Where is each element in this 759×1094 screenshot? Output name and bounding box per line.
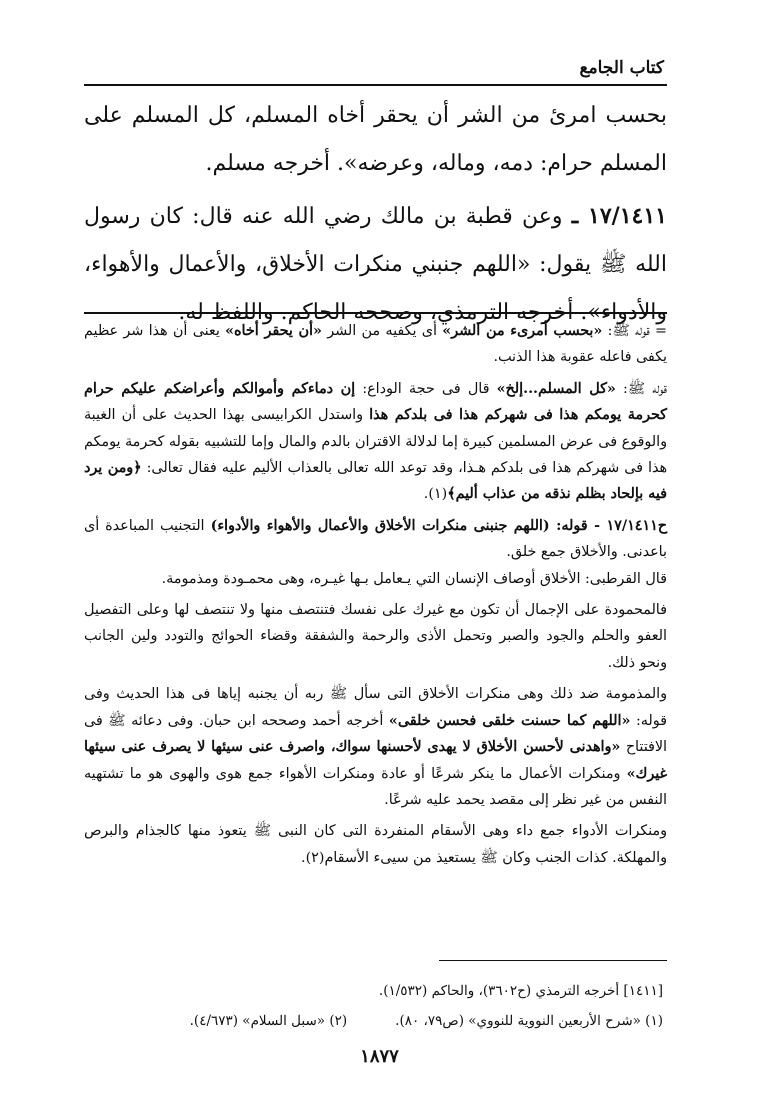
text-segment: قال القرطبى: الأخلاق أوصاف الإنسان التي يـعامل بـها غيـره، وهى محمـودة ومذمومة. bbox=[161, 570, 667, 587]
page-header-title: كتاب الجامع bbox=[579, 58, 664, 78]
commentary-paragraph bbox=[84, 597, 667, 676]
footnote-reference: [١٤١١] أخرجه الترمذي (ح٣٦٠٢)، والحاكم (١/٥٣٢). bbox=[378, 983, 663, 999]
hadith-intro-line1: بحسب امرئ من الشر أن يحقر أخاه المسلم، كل المسلم على المسلم bbox=[84, 103, 667, 176]
emphasized-text: ح١٧/١٤١١ - قوله: (اللهم جنبنى منكرات الأخلاق والأعمال والأهواء والأدواء) bbox=[210, 517, 668, 534]
text-segment: ومنكرات الأعمال ما ينكر شرعًا أو عادة ومنكرات الأهواء جمع هوى والهوى هو ما تشتهيه النفس من غير نظر إلى مقصد يحمد عليه شرعًا. bbox=[84, 765, 667, 808]
text-segment: فالمحمودة على الإجمال أن تكون مع غيرك على نفسك فتنتصف منها ولا تنتصف لها وعلى التفصيل العفو والحلم والجود والصبر وتحمل الأذى والرحمة والشفقة وقضاء الحوائج والتودد ولين الجانب ونحو ذلك. bbox=[84, 602, 667, 671]
emphasized-text: «بحسب أمرىء من الشر» bbox=[442, 323, 603, 339]
emphasized-text: ﴿ومن يرد فيه بإلحاد بظلم نذقه من عذاب أليم﴾ bbox=[84, 460, 667, 503]
text-segment: = قوله ﷺ: bbox=[602, 323, 667, 339]
commentary-paragraph bbox=[84, 818, 667, 871]
text-segment: واستدل الكرابيسى بهذا الحديث على أن الغيبة والوقوع فى عرض المسلمين كبيرة إما لدلالة الاقتران بالدم والمال وإما للتشبيه بقوله كحرمة يومكم هذا فى شهركم هذا فى بلدكم هـذا، وقد توعد الله تعالى بالعذاب الأليم عليه فقال تعالى: bbox=[84, 407, 667, 477]
text-segment: أى يكفيه من الشر bbox=[321, 323, 443, 339]
hadith-main-text: وعن قطبة بن مالك رضي الله عنه قال: كان رسول الله ﷺ يقول: «اللهم جنبني منكرات الأخلاق، والأعمال والأهواء، والأدواء». أخرجه الترمذي، وصححه الحاكم. واللفظ له. bbox=[84, 204, 667, 325]
footnote-line bbox=[84, 1006, 663, 1036]
footnotes bbox=[84, 976, 663, 1036]
footnote-divider bbox=[439, 960, 667, 961]
hadith-intro bbox=[84, 92, 667, 188]
commentary bbox=[84, 318, 667, 871]
emphasized-text: «أن يحقر أخاه» bbox=[225, 323, 322, 339]
emphasized-text: «واهدنى لأحسن الأخلاق لا يهدى لأحسنها سواك، واصرف عنى سيئها لا يصرف عنى سيئها غيرك» bbox=[84, 739, 667, 782]
text-segment: (٢). bbox=[301, 849, 325, 866]
text-segment: التجنيب المباعدة أى باعدنى. والأخلاق جمع خلق. bbox=[84, 517, 667, 561]
section-divider bbox=[84, 312, 667, 314]
text-segment: والمذمومة ضد ذلك وهى منكرات الأخلاق التى سأل ﷺ ربه أن يجنبه إياها فى هذا الحديث وفى قوله: bbox=[84, 686, 668, 729]
commentary-paragraph bbox=[84, 513, 667, 566]
commentary-paragraph bbox=[84, 376, 667, 508]
hadith-intro-line2: حرام: دمه، وماله، وعرضه». أخرجه مسلم. bbox=[205, 151, 593, 176]
hadith-main bbox=[84, 192, 667, 337]
emphasized-text: «كل المسلم...إلخ» bbox=[496, 380, 616, 397]
footnote-1: (١) «شرح الأربعين النووية للنووي» (ص٧٩، ٨٠). bbox=[395, 1013, 663, 1029]
text-segment: قال فى حجة الوداع: bbox=[355, 380, 497, 397]
footnote-2: (٢) «سبل السلام» (٤/٦٧٣). bbox=[189, 1013, 348, 1029]
page-number: ١٨٧٧ bbox=[360, 1046, 399, 1067]
emphasized-text: «اللهم كما حسنت خلقى فحسن خلقى» bbox=[388, 712, 631, 729]
hadith-number: ١٧/١٤١١ ـ bbox=[571, 203, 667, 229]
commentary-paragraph bbox=[84, 566, 667, 592]
hadith-block bbox=[84, 92, 667, 337]
text-segment: قوله ﷺ: bbox=[615, 380, 667, 397]
text-segment: ومنكرات الأدواء جمع داء وهى الأسقام المنفردة التى كان النبى ﷺ يتعوذ منها كالجذام والبرص والمهلكة. كذات الجنب وكان ﷺ يستعيذ من سيىء الأسقام bbox=[84, 823, 667, 866]
text-segment: أخرجه أحمد وصححه ابن حبان. وفى دعائه ﷺ فى الافتتاح bbox=[84, 712, 667, 756]
commentary-paragraph bbox=[84, 681, 667, 813]
commentary-paragraph bbox=[84, 318, 667, 371]
text-segment: (١). bbox=[423, 486, 448, 503]
text-segment: يعنى أن هذا شر عظيم يكفى فاعله عقوبة هذا الذنب. bbox=[84, 323, 667, 366]
header-divider bbox=[84, 84, 667, 86]
emphasized-text: إن دماءكم وأموالكم وأعراضكم عليكم حرام كحرمة يومكم هذا فى شهركم هذا فى بلدكم هذا bbox=[84, 380, 667, 424]
